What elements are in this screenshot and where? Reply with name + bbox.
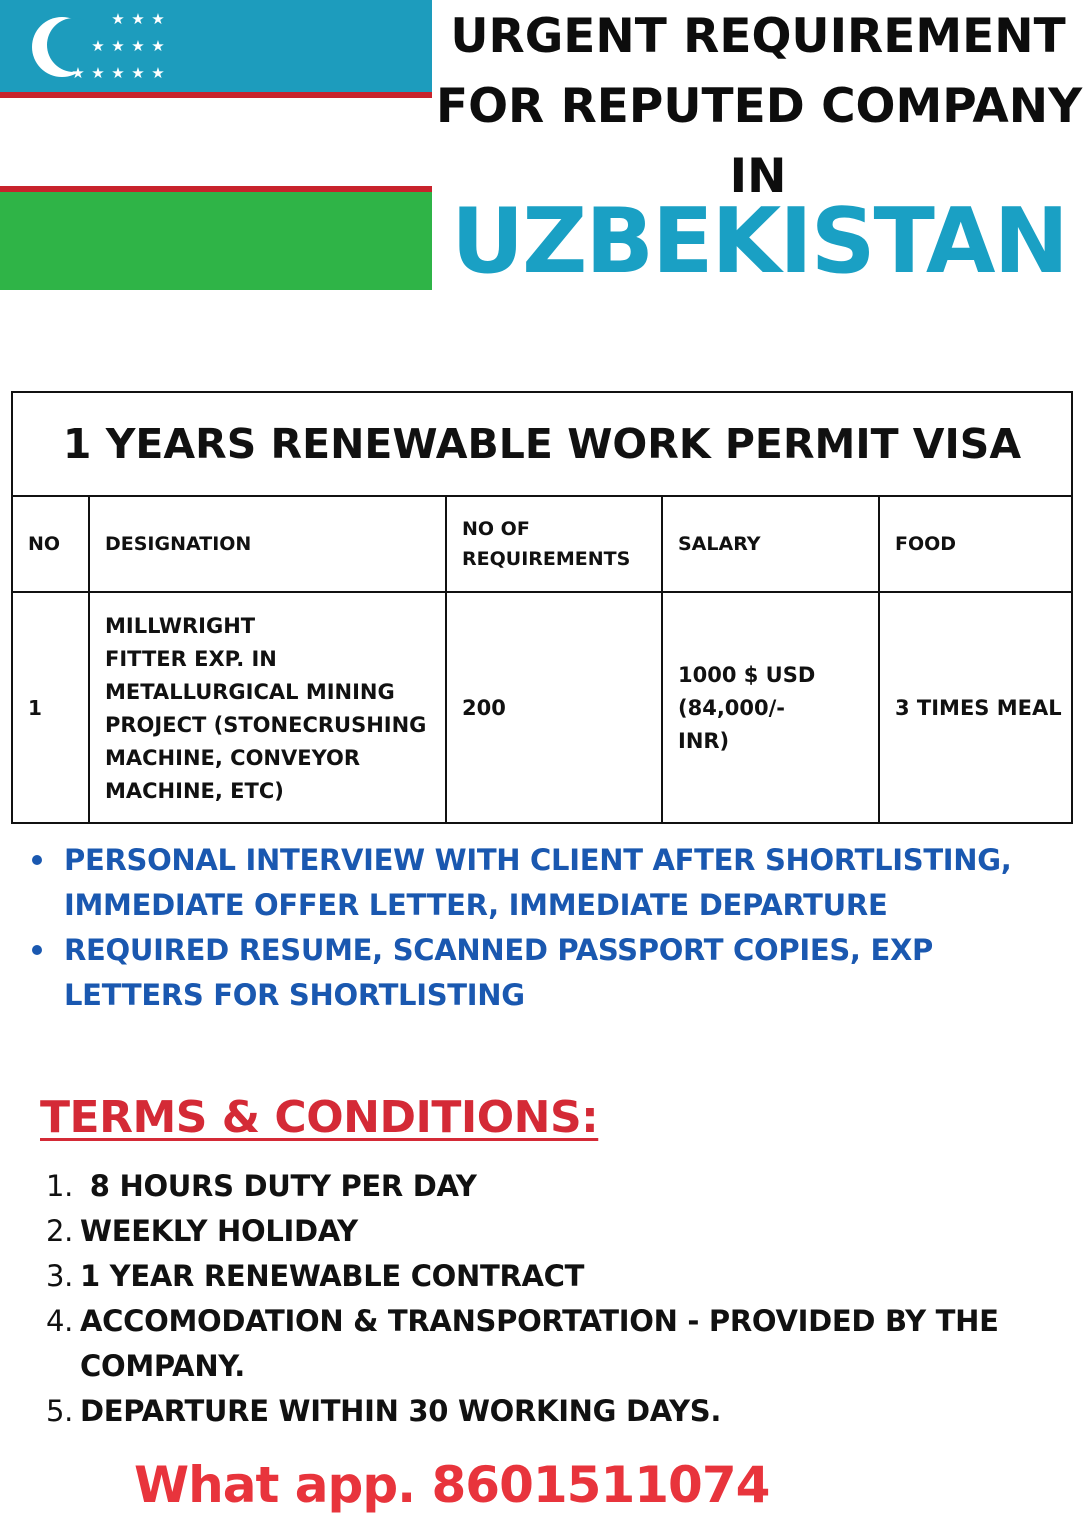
- terms-item-text: WEEKLY HOLIDAY: [80, 1214, 358, 1248]
- country-title: UZBEKISTAN: [451, 189, 1067, 294]
- bullet-item: PERSONAL INTERVIEW WITH CLIENT AFTER SHORTLISTING, IMMEDIATE OFFER LETTER, IMMEDIATE DEPARTURE: [30, 838, 1060, 928]
- header-designation: [90, 497, 445, 591]
- svg-text:★: ★: [91, 64, 105, 82]
- terms-item: [46, 1164, 1056, 1209]
- row-no-value: 1: [28, 696, 42, 720]
- row-designation-value: MILLWRIGHT FITTER EXP. IN METALLURGICAL MINING PROJECT (STONECRUSHING MACHINE, CONVEYOR MACHINE, ETC): [105, 613, 427, 803]
- uzbekistan-flag: [0, 0, 432, 290]
- header-salary: [663, 497, 878, 591]
- terms-item-text: 1 YEAR RENEWABLE CONTRACT: [80, 1259, 585, 1293]
- flag-green-stripe: [0, 192, 432, 290]
- table-row-food: [880, 593, 1073, 824]
- row-requirements-value: 200: [462, 696, 506, 720]
- header-food: [880, 497, 1073, 591]
- header-food-label: FOOD: [895, 533, 957, 555]
- job-table: [11, 391, 1073, 824]
- terms-item-number: 5.: [46, 1394, 74, 1428]
- header-no-label: NO: [28, 533, 61, 555]
- row-salary-value: 1000 $ USD (84,000/- INR): [678, 663, 816, 753]
- header-requirements: [447, 497, 661, 591]
- headline-line-3: IN: [729, 149, 787, 204]
- headline: [436, 2, 1083, 212]
- table-row-no: [13, 593, 88, 824]
- header-designation-label: DESIGNATION: [105, 533, 252, 555]
- terms-item-number: 1.: [46, 1169, 74, 1203]
- whatsapp-contact: What app. 8601511074: [134, 1456, 770, 1514]
- svg-text:★: ★: [151, 10, 165, 28]
- svg-text:★: ★: [111, 64, 125, 82]
- terms-item-number: 4.: [46, 1304, 74, 1338]
- svg-text:★: ★: [91, 37, 105, 55]
- svg-text:★: ★: [131, 37, 145, 55]
- terms-item: [46, 1254, 1056, 1299]
- svg-text:★: ★: [151, 37, 165, 55]
- table-row-designation: [90, 593, 445, 824]
- headline-line-1: URGENT REQUIREMENT: [450, 9, 1066, 64]
- crescent-and-stars-icon: [0, 0, 432, 92]
- header-no: [13, 497, 88, 591]
- terms-item-text: DEPARTURE WITHIN 30 WORKING DAYS.: [80, 1394, 722, 1428]
- svg-text:★: ★: [111, 10, 125, 28]
- bullet-item: REQUIRED RESUME, SCANNED PASSPORT COPIES, EXP LETTERS FOR SHORTLISTING: [30, 928, 1060, 1018]
- row-food-value: 3 TIMES MEAL: [895, 696, 1062, 720]
- table-row-salary: [663, 593, 878, 824]
- table-row-requirements: [447, 593, 661, 824]
- terms-title: TERMS & CONDITIONS:: [40, 1092, 599, 1143]
- flag-white-stripe: [0, 98, 432, 186]
- terms-item: [46, 1299, 1056, 1389]
- terms-item: [46, 1209, 1056, 1254]
- svg-text:★: ★: [71, 64, 85, 82]
- svg-text:★: ★: [131, 64, 145, 82]
- terms-item: [46, 1389, 1056, 1434]
- terms-item-text: ACCOMODATION & TRANSPORTATION - PROVIDED BY THE COMPANY.: [80, 1304, 999, 1383]
- headline-line-2: FOR REPUTED COMPANY: [436, 79, 1083, 134]
- svg-text:★: ★: [131, 10, 145, 28]
- header-salary-label: SALARY: [678, 533, 761, 555]
- terms-item-number: 2.: [46, 1214, 74, 1248]
- svg-text:★: ★: [151, 64, 165, 82]
- terms-item-number: 3.: [46, 1259, 74, 1293]
- terms-item-text: 8 HOURS DUTY PER DAY: [80, 1169, 477, 1203]
- requirements-bullets: [30, 838, 1060, 1018]
- terms-list: [46, 1164, 1056, 1434]
- table-title: 1 YEARS RENEWABLE WORK PERMIT VISA: [13, 393, 1071, 497]
- svg-text:★: ★: [111, 37, 125, 55]
- header-requirements-label: NO OF REQUIREMENTS: [462, 518, 631, 570]
